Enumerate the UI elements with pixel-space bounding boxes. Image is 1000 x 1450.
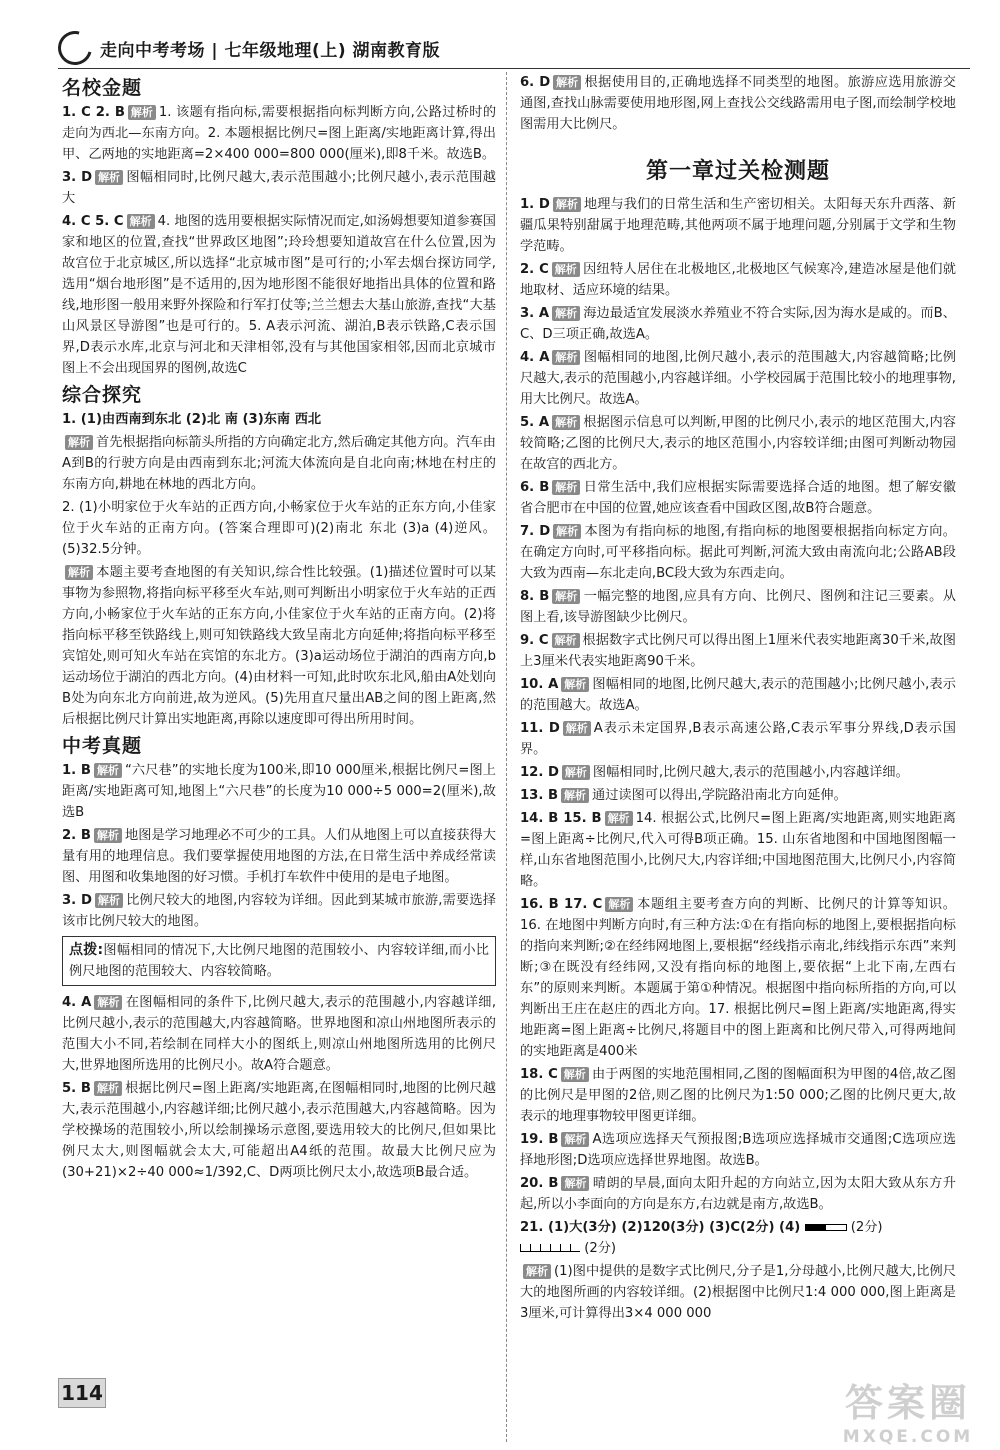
analysis-badge: 解析 [128,105,156,120]
explanation: 解析 首先根据指向标箭头所指的方向确定北方,然后确定其他方向。汽车由A到B的行驶方向是由西南到东北;河流大体流向是自北向南;林地在村庄的东南方向,耕地在林地的西北方向。 [62,435,496,492]
line-scale-icon [805,1224,847,1231]
answer-item: 5. B 解析 根据比例尺=图上距离/实地距离,在图幅相同时,地图的比例尺越大,表示范围越小,内容越详细;比例尺越小,表示范围越大,内容越简略。因为学校操场的范围较小,所以绘制操场示意图,要选用较大的比例尺,但如果比例尺太大,则图幅就会太大,可能超出A4纸的范围。故最大比例尺应为(30+21)×2÷40 000≈1/392,C、D两项比例尺太小,故选项B最合适。 [62,1081,496,1180]
answer-item [520,259,956,301]
answer-item [520,347,956,410]
answer-key: 12. D [520,765,559,780]
explanation-text: 地理与我们的日常生活和生产密切相关。太阳每天东升西落、新疆瓜果特别甜属于地理范畴,其他两项不属于地理问题,分别属于文学和生物学范畴。 [520,197,956,254]
answer-item-21: 21. (1)大(3分) (2)120(3分) (3)C(2分) (4) (2分) (2分) [520,1220,883,1256]
section-title-comprehensive: 综合探究 [62,384,143,406]
analysis-badge: 解析 [553,524,581,539]
explanation-text: A表示未定国界,B表示高速公路,C表示军事分界线,D表示国界。 [520,721,956,757]
answer-item: 1. B 解析 “六尺巷”的实地长度为100米,即10 000厘米,根据比例尺=图上距离/实地距离可知,地图上“六尺巷”的长度为10 000÷5 000=2(厘米),故选B [62,763,496,820]
right-column [520,72,956,1326]
chapter-title: 第一章过关检测题 [645,159,830,184]
answer-key: 2. C [520,262,549,277]
explanation-text: 通过读图可以得出,学院路沿南北方向延伸。 [592,788,847,803]
answer-key: 9. C [520,633,549,648]
explanation-text: 本图为有指向标的地图,有指向标的地图要根据指向标定方向。在确定方向时,可平移指向标。据此可判断,河流大致由南流向北;公路AB段大致为西南—东北走向,BC段大致为东西走向。 [520,524,956,581]
analysis-badge: 解析 [552,306,580,321]
explanation: 解析 (1)图中提供的是数字式比例尺,分子是1,分母越小,比例尺越大,比例尺大的地图所画的内容较详细。(2)根据图中比例尺1:4 000 000,图上距离是3厘米,可计算得出3×4 000 000 [520,1264,956,1321]
analysis-badge: 解析 [65,565,93,580]
analysis-badge: 解析 [127,214,155,229]
answer-key: 14. B 15. B [520,811,602,826]
answer-item: 1. C 2. B 解析 1. 该题有指向标,需要根据指向标判断方向,公路过桥时的走向为西北—东南方向。2. 本题根据比例尺=图上距离/实地距离计算,得出甲、乙两地的实地距离=2×400 000=800 000(厘米),即8千米。故选B。 [62,105,497,162]
answer-item [520,521,956,584]
analysis-badge: 解析 [553,197,581,212]
answer-item [520,674,956,716]
answer-item: 3. D 解析 比例尺较大的地图,内容较为详细。因此到某城市旅游,需要选择该市比例尺较大的地图。 [62,893,496,929]
tip-box [62,936,496,986]
explanation-text: 图幅相同时,比例尺越大,表示的范围越小,内容越详细。 [592,765,909,780]
analysis-badge: 解析 [95,170,123,185]
analysis-badge: 解析 [561,677,589,692]
explanation-text: 图幅相同的地图,比例尺越小,表示的范围越大,内容越简略;比例尺越大,表示的范围越小,内容越详细。小学校园属于范围比较小的地理事物,用大比例尺。故选A。 [520,350,956,407]
answer-key: 5. A [520,415,550,430]
analysis-badge: 解析 [94,1081,122,1096]
answer-item [520,1064,956,1127]
answer-item [520,194,956,257]
answer-key: 7. D [520,524,551,539]
answer-key: 16. B 17. C [520,897,603,912]
watermark-logo: 答案圈 MXQE.COM [842,1381,974,1447]
answer-item [520,412,956,475]
analysis-badge: 解析 [552,415,580,430]
answer-item [520,718,956,760]
explanation-text: 因纽特人居住在北极地区,北极地区气候寒冷,建造冰屋是他们就地取材、适应环境的结果。 [520,262,956,298]
explanation-text: 图幅相同的地图,比例尺越大,表示的范围越小;比例尺越小,表示的范围越大。故选A。 [520,677,956,713]
answer-item: 6. D 解析 根据使用目的,正确地选择不同类型的地图。旅游应选用旅游交通图,查找山脉需要使用地形图,网上查找公交线路需用电子图,而绘制学校地图需用大比例尺。 [520,75,956,132]
answer-key: 1. D [520,197,550,212]
answer-key: 18. C [520,1067,558,1082]
answer-item [520,808,956,892]
analysis-badge: 解析 [552,633,580,648]
analysis-badge: 解析 [605,811,633,826]
answer-item: 3. D 解析 图幅相同时,比例尺越大,表示范围越小;比例尺越小,表示范围越大 [62,170,496,206]
answer-item [520,586,956,628]
answer-item [520,1129,956,1171]
analysis-badge: 解析 [561,1067,589,1082]
explanation-text: 根据数字式比例尺可以得出图上1厘米代表实地距离30千米,故图上3厘米代表实地距离90千米。 [520,633,956,669]
page-header [58,30,440,66]
answer-item: 1. (1)由西南到东北 (2)北 南 (3)东南 西北 [62,412,322,427]
explanation-text: 日常生活中,我们应根据实际需要选择合适的地图。想了解安徽省合肥市在中国的位置,她应该查看中国政区图,故B符合题意。 [520,480,956,516]
answer-item [520,762,956,783]
analysis-badge: 解析 [552,350,580,365]
analysis-badge: 解析 [553,75,581,90]
section-title-exam-questions: 中考真题 [62,735,143,757]
answer-key: 4. A [520,350,550,365]
chapter-answer-list [520,194,956,1215]
answer-item [520,894,956,1062]
analysis-badge: 解析 [523,1264,551,1279]
explanation-text: 一幅完整的地图,应具有方向、比例尺、图例和注记三要素。从图上看,该导游图缺少比例尺。 [520,589,956,625]
section-title-famous-schools: 名校金题 [62,77,143,99]
answer-item [520,477,956,519]
left-column [62,72,496,1185]
answer-item [520,630,956,672]
explanation-text: A选项应选择天气预报图;B选项应选择城市交通图;C选项应选择地形图;D选项应选择世界地图。故选B。 [520,1132,956,1168]
answer-key: 13. B [520,788,559,803]
analysis-badge: 解析 [552,589,580,604]
answer-item: 2. B 解析 地图是学习地理必不可少的工具。人们从地图上可以直接获得大量有用的地理信息。我们要掌握使用地图的方法,在日常生活中养成经常读图、用图和收集地图的好习惯。手机打车软件中使用的是电子地图。 [62,828,496,885]
explanation-text: 14. 根据公式,比例尺=图上距离/实地距离,则实地距离=图上距离÷比例尺,代入可得B项正确。15. 山东省地图和中国地图图幅一样,山东省地图范围小,比例尺大,内容详细;中国地图范围大,比例尺小,内容简略。 [520,811,956,889]
brand-logo-icon [52,25,98,71]
answer-item [520,1173,956,1215]
analysis-badge: 解析 [561,788,589,803]
tip-label: 点拨: [69,942,104,958]
analysis-badge: 解析 [65,435,93,450]
header-title: 走向中考考场 | 七年级地理(上) 湖南教育版 [100,40,441,61]
analysis-badge: 解析 [95,893,123,908]
answer-item: 2. (1)小明家位于火车站的正西方向,小畅家位于火车站的正东方向,小佳家位于火车站的正南方向。(答案合理即可)(2)南北 东北 (3)a (4)逆风。(5)32.5分钟。 [62,500,496,557]
analysis-badge: 解析 [552,480,580,495]
explanation-text: 根据图示信息可以判断,甲图的比例尺小,表示的地区范围大,内容较简略;乙图的比例尺大,表示的地区范围小,内容较详细;由图可判断动物园在故宫的西北方。 [520,415,956,472]
explanation-text: 海边最适宜发展淡水养殖业不符合实际,因为海水是咸的。而B、C、D三项正确,故选A。 [520,306,956,342]
column-divider [506,72,507,1442]
explanation-text: 由于两图的实地范围相同,乙图的图幅面积为甲图的4倍,故乙图的比例尺是甲图的2倍,则乙图的比例尺为1:50 000;乙图的比例尺更大,故表示的地理事物较甲图更详细。 [520,1067,956,1124]
answer-key: 10. A [520,677,559,692]
answer-key: 20. B [520,1176,559,1191]
answer-key: 19. B [520,1132,559,1147]
explanation: 解析 本题主要考查地图的有关知识,综合性比较强。(1)描述位置时可以某事物为参照物,将指向标平移至火车站,则可判断出小明家位于火车站的正西方向,小畅家位于火车站的正东方向,小佳家位于火车站的正南方向。(2)将指向标平移至铁路线上,则可知铁路线大致呈南北方向延伸;将指向标平移至宾馆处,则可知火车站在宾馆的东北方。(3)a运动场位于湖泊的西南方向,b运动场位于湖泊的西北方向。(4)由材料一可知,此时吹东北风,船由A处划向B处为向东北方向前进,故为逆风。(5)先用直尺量出AB之间的图上距离,然后根据比例尺计算出实地距离,再除以速度即可得出所用时间。 [62,565,496,727]
explanation-text: 本题组主要考查方向的判断、比例尺的计算等知识。16. 在地图中判断方向时,有三种方法:①在有指向标的地图上,要根据指向标的指向来判断;②在经纬网地图上,要根据“经线指示南北,纬线指示东西”来判断;③在既没有经纬网,又没有指向标的地图上,要依据“上北下南,左西右东”的原则来判断。本题属于第①种情况。根据图中指向标所指的方向,可以判断出王庄在赵庄的西北方向。17. 根据比例尺=图上距离/实地距离,得实地距离=图上距离÷比例尺,将题目中的图上距离和比例尺带入,可得两地间的实地距离是400米 [520,897,956,1059]
explanation-text: 晴朗的早晨,面向太阳升起的方向站立,因为太阳大致从东方升起,所以小李面向的方向是东方,右边就是南方,故选B。 [520,1176,956,1212]
analysis-badge: 解析 [552,262,580,277]
analysis-badge: 解析 [605,897,633,912]
answer-item: 4. A 解析 在图幅相同的条件下,比例尺越大,表示的范围越小,内容越详细,比例尺越小,表示的范围越大,内容越简略。世界地图和凉山州地图所表示的范围大小不同,若绘制在同样大小的图纸上,则凉山州地图所选用的比例尺大,世界地图所选用的比例尺小。故A符合题意。 [62,995,497,1073]
analysis-badge: 解析 [94,763,122,778]
answer-key: 3. A [520,306,550,321]
answer-key: 8. B [520,589,550,604]
analysis-badge: 解析 [563,721,591,736]
answer-item [520,303,956,345]
analysis-badge: 解析 [561,1132,589,1147]
header-divider [58,68,970,69]
answer-item [520,785,956,806]
analysis-badge: 解析 [94,828,122,843]
analysis-badge: 解析 [561,1176,589,1191]
page-number: 114 [58,1378,106,1408]
answer-item: 4. C 5. C 解析 4. 地图的选用要根据实际情况而定,如汤姆想要知道参赛国家和地区的位置,查找“世界政区地图”;玲玲想要知道故宫在什么位置,因为故宫位于北京城区,所以选择“北京城市图”是可行的;小军去烟台探访同学,选用“烟台地形图”是不适用的,因为地形图不能很好地指出具体的位置和路线,地形图一般用来野外探险和行军打仗等;兰兰想去大基山旅游,查找“大基山风景区导游图”也是可行的。5. A表示河流、湖泊,B表示铁路,C表示国界,D表示水库,北京与河北和天津相邻,没有与其他国家相邻,因而北京城市图上不会出现国界的图例,故选C [62,214,496,376]
tip-text: 图幅相同的情况下,大比例尺地图的范围较小、内容较详细,而小比例尺地图的范围较大、内容较简略。 [69,943,489,979]
analysis-badge: 解析 [562,765,590,780]
answer-key: 6. B [520,480,550,495]
analysis-badge: 解析 [94,995,122,1010]
answer-key: 11. D [520,721,560,736]
ruler-icon [520,1244,580,1252]
